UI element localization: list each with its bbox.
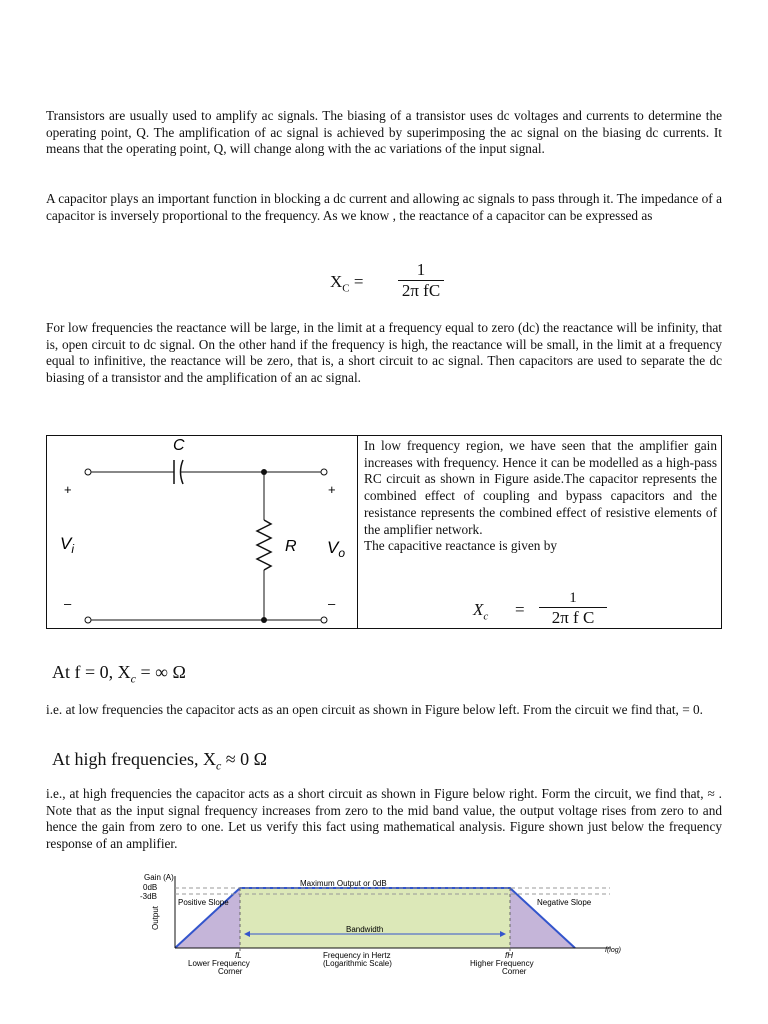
output-plus: + [328, 482, 336, 497]
vo-label: $V_o$ [327, 538, 346, 560]
freq-label-1: Frequency in Hertz [323, 951, 391, 960]
max-output-label: Maximum Output or 0dB [300, 879, 387, 888]
freq-label-2: (Logarithmic Scale) [323, 959, 392, 968]
gain-label: Gain (A) [144, 873, 174, 882]
input-minus: – [64, 596, 72, 611]
eq-numerator: 1 [416, 260, 426, 279]
rc-circuit-table: C R + + – – $V_i$ $V_o$ In low frequency region, we have seen that the amplifier gain increases with frequency. Hence it can be modelled as a high-pass RC circuit as shown in Figure aside.The capacitor represents the combined effect of coupling and bypass capacitors and the resistance represents the combined effect of resistive elements of the amplifier network. The capacitive reactance is given by $X_c$ = 1 2π f C [46, 435, 722, 629]
intro-paragraph: Transistors are usually used to amplify ac signals. The biasing of a transistor uses dc voltages and currents to determine the operating point, Q. The amplification of ac signal is achieved by superimposing the ac signal on the biasing dc currents. It means that the operating point, Q, will change along with the ac variations of the input signal. [46, 108, 722, 157]
higher-corner-label-2: Corner [502, 967, 527, 976]
bandwidth-label: Bandwidth [346, 925, 384, 934]
high-frequency-paragraph: i.e., at high frequencies the capacitor acts as a short circuit as shown in Figure below right. Form the circuit, we find that, ≈ . Note that as the input signal frequency increases from zero to the mid band value, the output voltage rises from zero to and hence the gain from zero to one. Let us verify this fact using mathematical analysis. Figure shown just below the frequency response of an amplifier. [46, 786, 722, 852]
box-description: In low frequency region, we have seen that the amplifier gain increases with frequency. Hence it can be modelled as a high-pass RC circuit as shown in Figure aside.The capacitor represents the combined effect of coupling and bypass capacitors and the resistance represents the combined effect of resistive elements of the amplifier network. The capacitive reactance is given by [364, 438, 717, 554]
flog-label: f(log) [605, 947, 621, 954]
fh-label: fH [505, 951, 513, 960]
low-frequency-equation: At f = 0, $X_c$ = ∞ Ω [52, 662, 186, 686]
negative-slope-label: Negative Slope [537, 898, 592, 907]
capacitor-paragraph: A capacitor plays an important function in blocking a dc current and allowing ac signals to pass through it. The impedance of a capacitor is inversely proportional to the frequency. As we know , the reactance of a capacitor can be expressed as [46, 191, 722, 223]
input-plus: + [64, 482, 72, 497]
frequency-response-figure [140, 868, 640, 978]
fl-label: fL [235, 951, 242, 960]
higher-corner-label-1: Higher Frequency [470, 959, 534, 968]
resistor-label: R [285, 538, 297, 555]
output-minus: – [328, 596, 336, 611]
high-frequency-equation: At high frequencies, $X_c \approx 0$ Ω [52, 749, 268, 773]
output-axis-label: Output [151, 905, 160, 930]
positive-slope-label: Positive Slope [178, 898, 229, 907]
bandwidth-area [240, 888, 510, 948]
eq-denominator: 2π fC [401, 281, 441, 300]
vi-label: $V_i$ [60, 534, 75, 556]
frequency-paragraph: For low frequencies the reactance will be large, in the limit at a frequency equal to zero (dc) the reactance will be infinity, that is, open circuit to dc signal. On the other hand if the frequency is high, the reactance will be small, in the limit at a frequency equal to infinitive, the reactance will be zero, that is, a short circuit to ac signal. Then capacitors are used to separate the dc biasing of a transistor and the amplification of an ac signal. [46, 320, 722, 386]
lower-corner-label-1: Lower Frequency [188, 959, 250, 968]
capacitor-label: C [173, 437, 185, 454]
low-frequency-paragraph: i.e. at low frequencies the capacitor acts as an open circuit as shown in Figure below left. From the circuit we find that, = 0. [46, 702, 703, 717]
table-divider [357, 436, 358, 628]
minus3db-label: -3dB [140, 892, 157, 901]
rc-circuit-diagram [47, 436, 357, 628]
lower-corner-label-2: Corner [218, 967, 243, 976]
zero-db-label: 0dB [143, 883, 158, 892]
